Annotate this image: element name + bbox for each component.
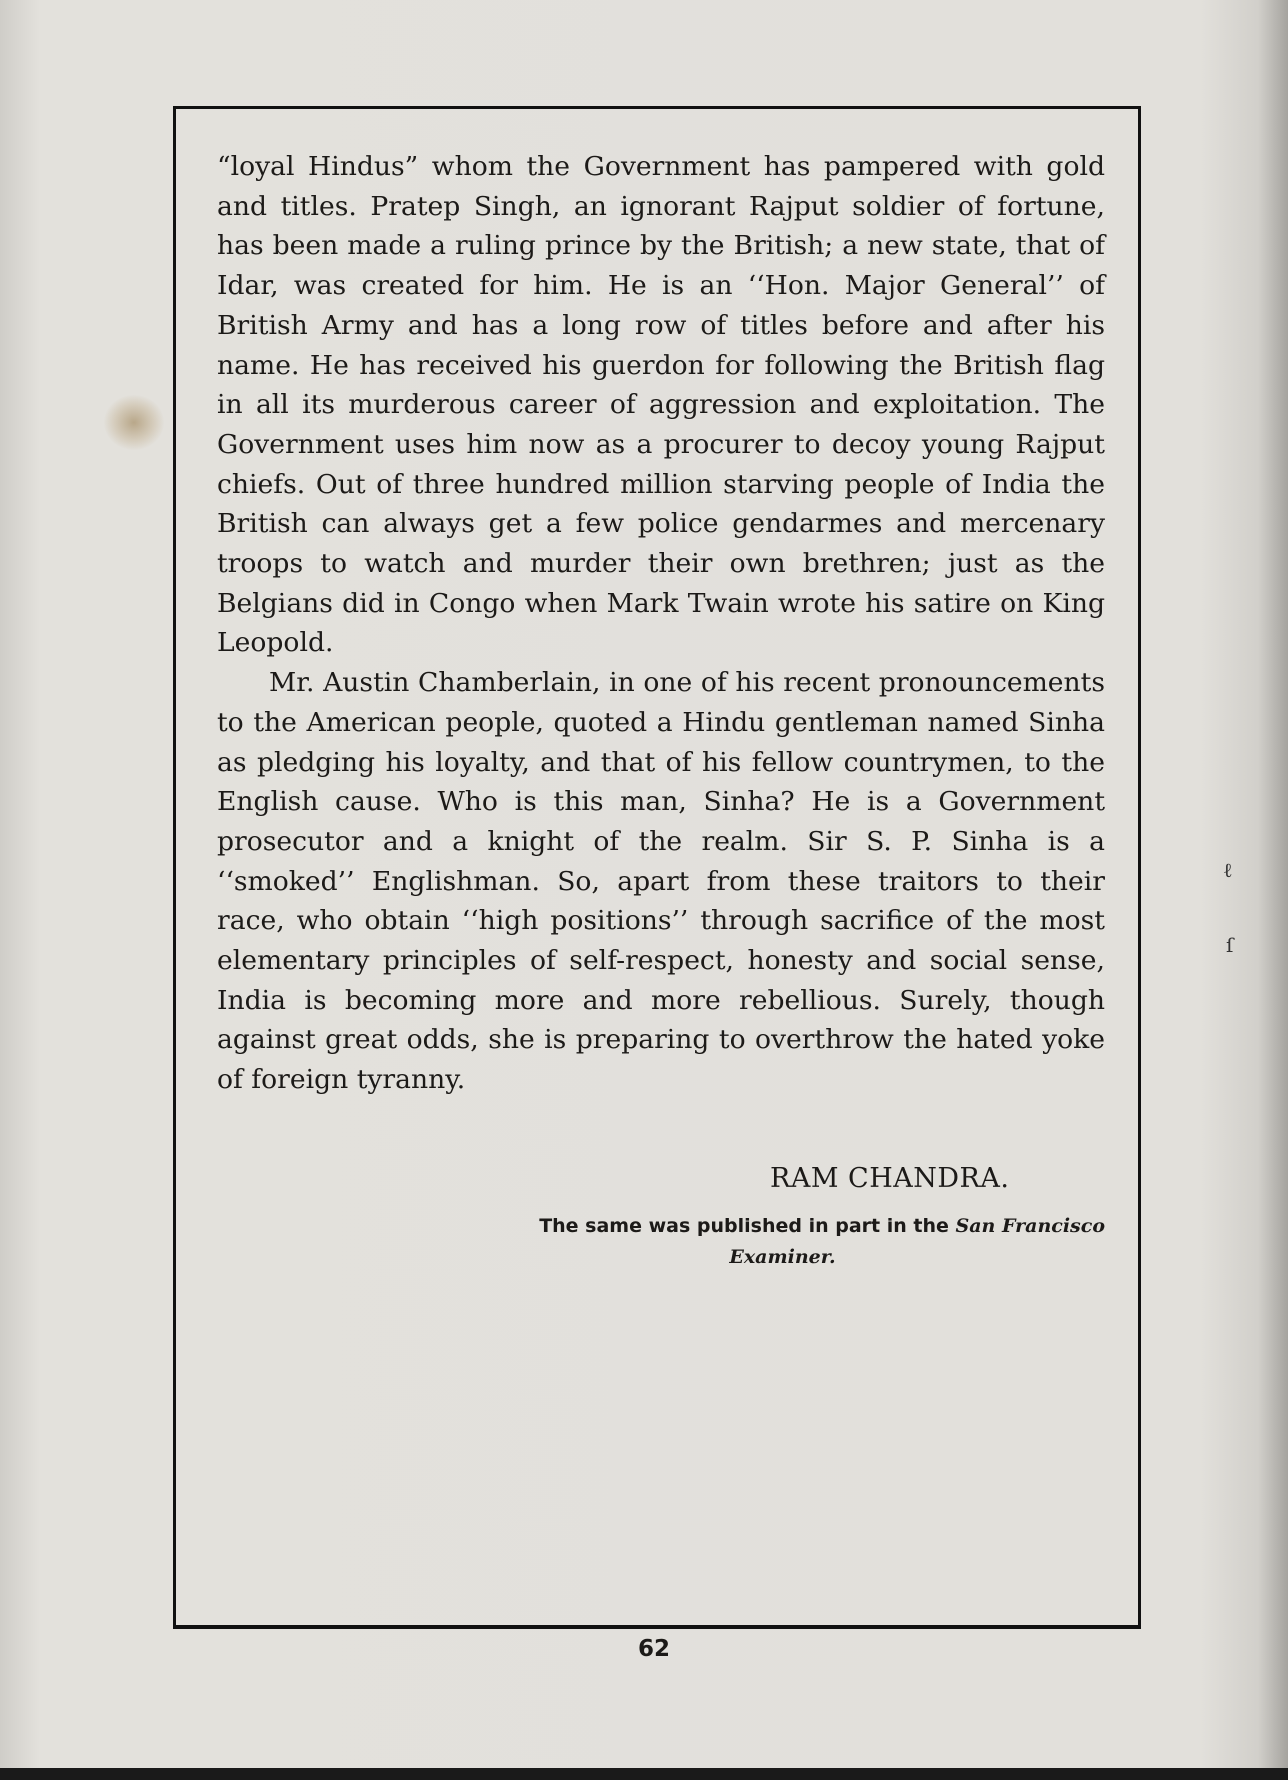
paper-stain: [104, 395, 164, 450]
body-text: [217, 147, 1105, 1100]
page-number: 62: [637, 1636, 670, 1662]
author-signature: RAM CHANDRA.: [770, 1163, 1010, 1194]
margin-mark: ſ: [1226, 933, 1234, 957]
publication-name-cont: Examiner.: [729, 1246, 836, 1268]
margin-mark: ℓ: [1223, 858, 1233, 882]
publication-name: San Francisco: [955, 1215, 1105, 1237]
paragraph: Mr. Austin Chamberlain, in one of his recent pronouncements to the American people, quoted a Hindu gentleman named Sinha as pledging his loyalty, and that of his fellow countrymen, to the English cause. Who is this man, Sinha? He is a Government prosecutor and a knight of the realm. Sir S. P. Sinha is a ‘‘smoked’’ Englishman. So, apart from these traitors to their race, who obtain ‘‘high positions’’ through sacrifice of the most elementary principles of self-respect, honesty and social sense, India is becoming more and more rebellious. Surely, though against great odds, she is preparing to overthrow the hated yoke of foreign tyranny.: [217, 667, 1105, 1096]
note-prefix: The same was published in part in the: [539, 1215, 949, 1237]
scan-border: [0, 1768, 1288, 1780]
page-shadow: [1258, 0, 1288, 1780]
publication-note: [400, 1211, 1105, 1273]
paragraph: “loyal Hindus” whom the Government has pampered with gold and titles. Pratep Singh, an ignorant Rajput soldier of fortune, has been made a ruling prince by the British; a new state, that of Idar, was created for him. He is an ‘‘Hon. Major General’’ of British Army and has a long row of titles before and after his name. He has received his guerdon for following the British flag in all its murderous career of aggression and exploitation. The Government uses him now as a procurer to decoy young Rajput chiefs. Out of three hundred million starving people of India the British can always get a few police gendarmes and mercenary troops to watch and murder their own brethren; just as the Belgians did in Congo when Mark Twain wrote his satire on King Leopold.: [217, 151, 1105, 659]
